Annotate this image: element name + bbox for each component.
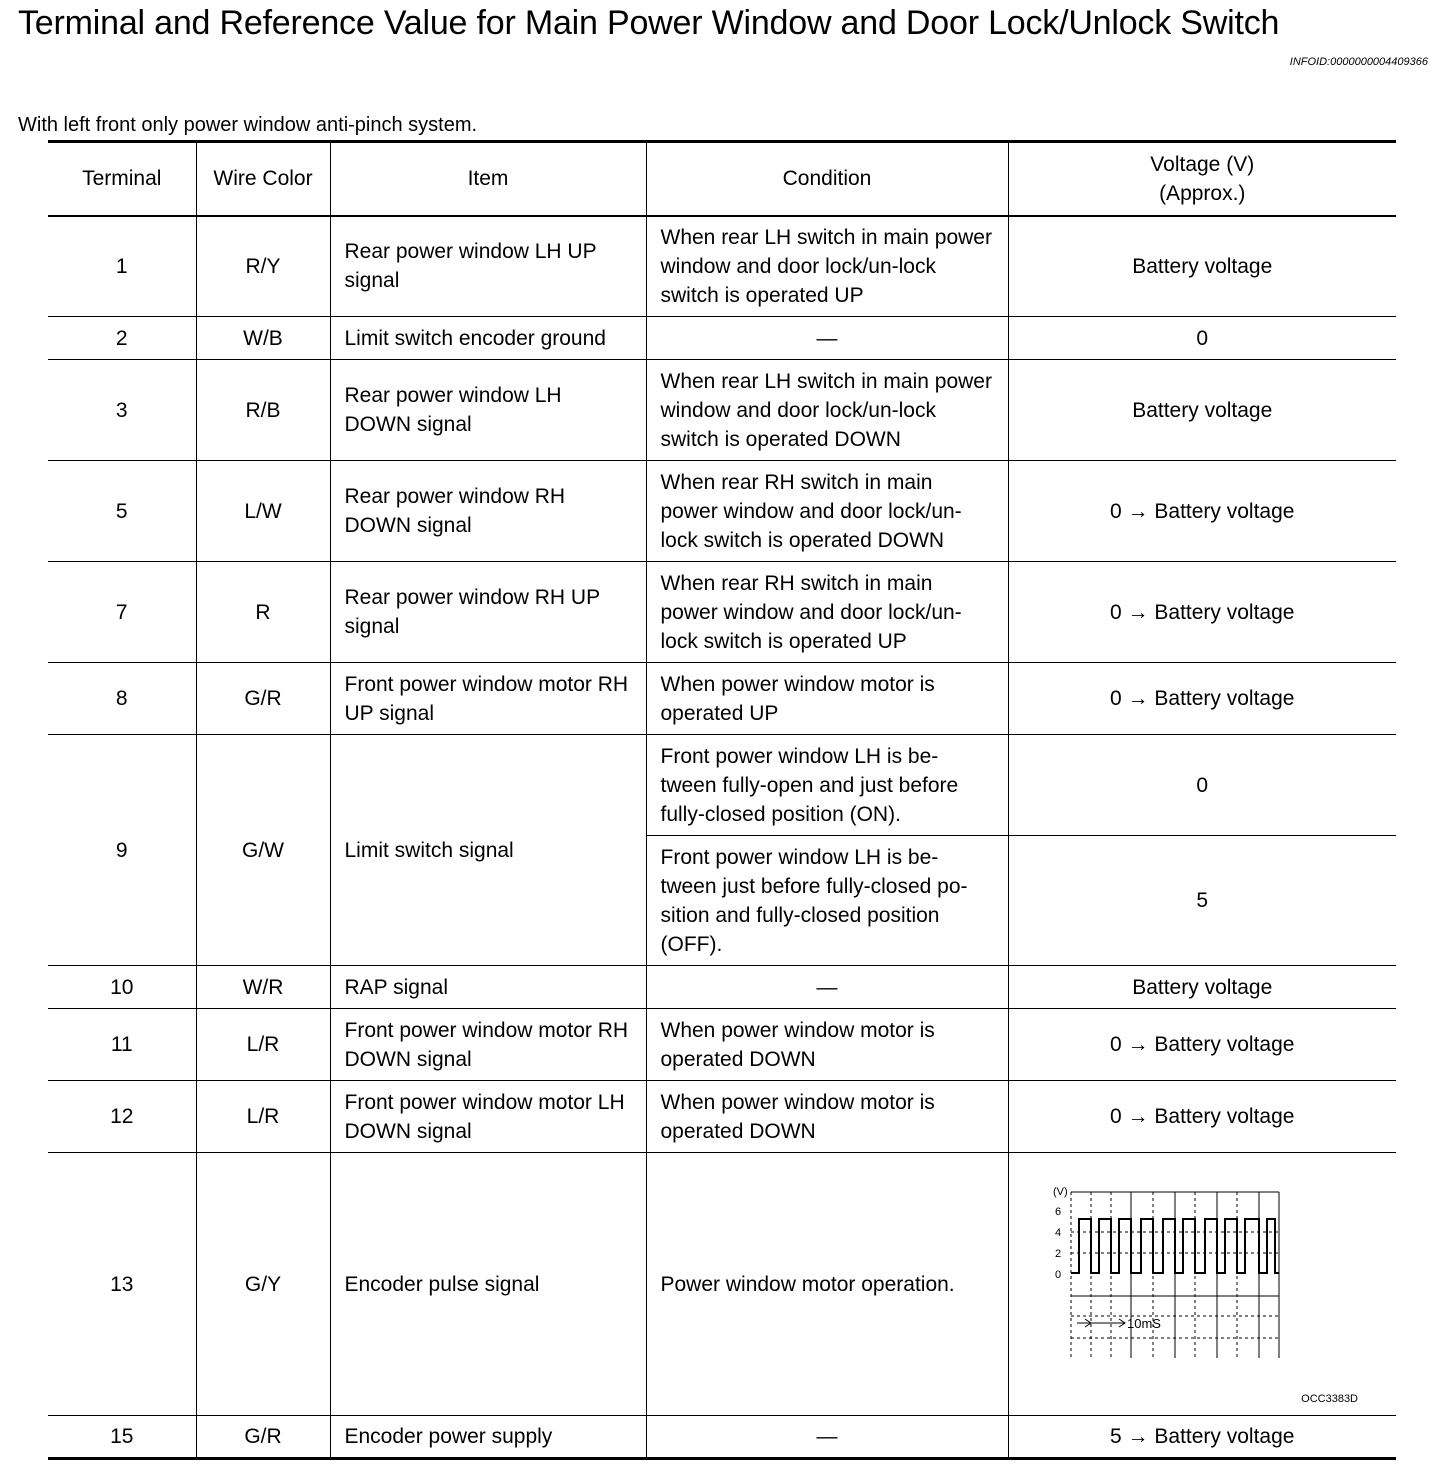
table-row	[48, 1009, 1396, 1081]
table-row	[48, 461, 1396, 562]
condition-cell: Front power window LH is be-tween fully-open and just before fully-closed position (ON).	[646, 735, 1008, 836]
condition-cell: When rear RH switch in main power window and door lock/un-lock switch is operated UP	[646, 562, 1008, 663]
voltage-cell: Battery voltage	[1008, 360, 1396, 461]
wire-color-cell: G/R	[196, 1416, 330, 1459]
waveform-unit-label: (V)	[1052, 1186, 1068, 1198]
condition-cell: —	[646, 1416, 1008, 1459]
info-id: INFOID:0000000004409366	[1289, 56, 1428, 68]
condition-cell: When rear LH switch in main power window and door lock/un-lock switch is operated DOWN	[646, 360, 1008, 461]
voltage-cell: 0	[1008, 317, 1396, 360]
item-cell: RAP signal	[330, 966, 646, 1009]
item-cell: Rear power window LH DOWN signal	[330, 360, 646, 461]
figure-code: OCC3383D	[1301, 1393, 1358, 1405]
terminal-table	[48, 140, 1396, 1460]
table-row	[48, 735, 1396, 836]
condition-cell: —	[646, 317, 1008, 360]
waveform-y-tick: 6	[1054, 1206, 1061, 1218]
wire-color-cell: W/R	[196, 966, 330, 1009]
wire-color-cell: G/Y	[196, 1153, 330, 1416]
voltage-cell: 0 → Battery voltage	[1008, 461, 1396, 562]
table-row	[48, 1153, 1396, 1416]
voltage-cell: Battery voltage	[1008, 216, 1396, 317]
condition-cell: Front power window LH is be-tween just before fully-closed po-sition and fully-closed position (OFF).	[646, 836, 1008, 966]
item-cell: Encoder power supply	[330, 1416, 646, 1459]
waveform-y-tick: 0	[1054, 1269, 1061, 1281]
wire-color-cell: L/W	[196, 461, 330, 562]
condition-cell: Power window motor operation.	[646, 1153, 1008, 1416]
voltage-cell: Battery voltage	[1008, 966, 1396, 1009]
item-cell: Limit switch signal	[330, 735, 646, 966]
terminal-cell: 15	[48, 1416, 196, 1459]
condition-cell: When rear LH switch in main power window and door lock/un-lock switch is operated UP	[646, 216, 1008, 317]
item-cell: Front power window motor RH DOWN signal	[330, 1009, 646, 1081]
header-row	[48, 142, 1396, 216]
time-scale-marker	[1077, 1319, 1125, 1327]
terminal-cell: 5	[48, 461, 196, 562]
waveform-grid	[1071, 1192, 1279, 1358]
wire-color-cell: G/W	[196, 735, 330, 966]
wire-color-cell: L/R	[196, 1009, 330, 1081]
terminal-cell: 7	[48, 562, 196, 663]
encoder-pulse-waveform	[1049, 1183, 1289, 1363]
condition-cell: When rear RH switch in main power window and door lock/un-lock switch is operated DOWN	[646, 461, 1008, 562]
wire-color-cell: R	[196, 562, 330, 663]
terminal-cell: 10	[48, 966, 196, 1009]
item-cell: Rear power window RH DOWN signal	[330, 461, 646, 562]
header-item: Item	[330, 142, 646, 216]
waveform-y-tick: 2	[1054, 1248, 1061, 1260]
item-cell: Front power window motor RH UP signal	[330, 663, 646, 735]
terminal-cell: 3	[48, 360, 196, 461]
terminal-cell: 11	[48, 1009, 196, 1081]
table-row	[48, 966, 1396, 1009]
table-row	[48, 1416, 1396, 1459]
item-cell: Rear power window RH UP signal	[330, 562, 646, 663]
wire-color-cell: R/Y	[196, 216, 330, 317]
header-terminal: Terminal	[48, 142, 196, 216]
voltage-cell: 0 → Battery voltage	[1008, 663, 1396, 735]
terminal-cell: 13	[48, 1153, 196, 1416]
condition-cell: When power window motor is operated DOWN	[646, 1081, 1008, 1153]
voltage-cell: 0 → Battery voltage	[1008, 1081, 1396, 1153]
header-condition: Condition	[646, 142, 1008, 216]
voltage-waveform-cell	[1008, 1153, 1396, 1416]
header-wire-color: Wire Color	[196, 142, 330, 216]
terminal-cell: 12	[48, 1081, 196, 1153]
table-row	[48, 562, 1396, 663]
wire-color-cell: W/B	[196, 317, 330, 360]
condition-cell: When power window motor is operated UP	[646, 663, 1008, 735]
table-row	[48, 216, 1396, 317]
pulse-trace	[1071, 1219, 1279, 1273]
terminal-cell: 9	[48, 735, 196, 966]
item-cell: Limit switch encoder ground	[330, 317, 646, 360]
voltage-cell: 0 → Battery voltage	[1008, 1009, 1396, 1081]
item-cell: Front power window motor LH DOWN signal	[330, 1081, 646, 1153]
wire-color-cell: L/R	[196, 1081, 330, 1153]
voltage-cell: 5	[1008, 836, 1396, 966]
time-scale-label: 10mS	[1126, 1316, 1161, 1331]
voltage-cell: 5 → Battery voltage	[1008, 1416, 1396, 1459]
table-row	[48, 663, 1396, 735]
table-row	[48, 1081, 1396, 1153]
page-title: Terminal and Reference Value for Main Power Window and Door Lock/Unlock Switch	[18, 4, 1280, 42]
header-voltage: Voltage (V) (Approx.)	[1008, 142, 1396, 216]
condition-cell: When power window motor is operated DOWN	[646, 1009, 1008, 1081]
terminal-cell: 1	[48, 216, 196, 317]
wire-color-cell: R/B	[196, 360, 330, 461]
terminal-cell: 8	[48, 663, 196, 735]
wire-color-cell: G/R	[196, 663, 330, 735]
table-note: With left front only power window anti-pinch system.	[18, 114, 478, 136]
item-cell: Encoder pulse signal	[330, 1153, 646, 1416]
table-row	[48, 317, 1396, 360]
voltage-cell: 0 → Battery voltage	[1008, 562, 1396, 663]
item-cell: Rear power window LH UP signal	[330, 216, 646, 317]
waveform-y-tick: 4	[1054, 1227, 1061, 1239]
terminal-cell: 2	[48, 317, 196, 360]
voltage-cell: 0	[1008, 735, 1396, 836]
condition-cell: —	[646, 966, 1008, 1009]
table-row	[48, 360, 1396, 461]
